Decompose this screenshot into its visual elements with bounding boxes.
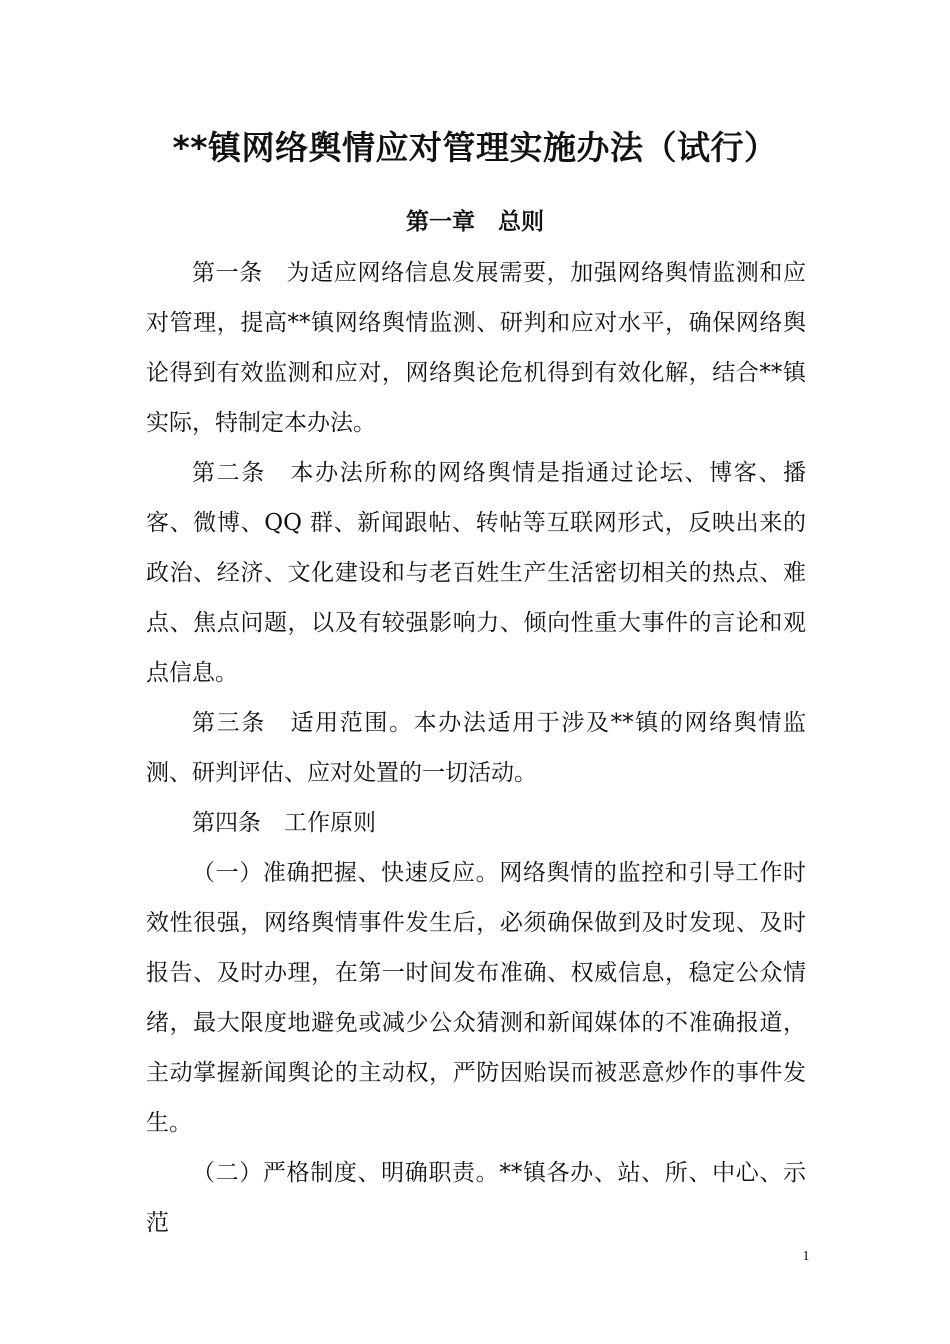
article-4-heading: 第四条 工作原则 xyxy=(192,810,376,836)
article-1-paragraph: 第一条 为适应网络信息发展需要，加强网络舆情监测和应对管理，提高**镇网络舆情监测、研判和应对水平，确保网络舆论得到有效监测和应对，网络舆论危机得到有效化解，结合**镇实际，特制定本办法。 xyxy=(146,260,806,436)
principle-2-paragraph: （二）严格制度、明确职责。**镇各办、站、所、中心、示范 xyxy=(146,1160,806,1236)
page-number: 1 xyxy=(802,1249,810,1264)
document-body xyxy=(146,248,806,1248)
principle-1-paragraph: （一）准确把握、快速反应。网络舆情的监控和引导工作时效性很强，网络舆情事件发生后，必须确保做到及时发现、及时报告、及时办理，在第一时间发布准确、权威信息，稳定公众情绪，最大限度地避免或减少公众猜测和新闻媒体的不准确报道，主动掌握新闻舆论的主动权，严防因贻误而被恶意炒作的事件发生。 xyxy=(146,860,806,1136)
article-2-paragraph: 第二条 本办法所称的网络舆情是指通过论坛、博客、播客、微博、QQ 群、新闻跟帖、转帖等互联网形式，反映出来的政治、经济、文化建设和与老百姓生产生活密切相关的热点、难点、焦点问题，以及有较强影响力、倾向性重大事件的言论和观点信息。 xyxy=(146,460,806,686)
article-3-paragraph: 第三条 适用范围。本办法适用于涉及**镇的网络舆情监测、研判评估、应对处置的一切活动。 xyxy=(146,710,806,786)
chapter-heading: 第一章 总则 xyxy=(406,209,544,235)
document-title: **镇网络舆情应对管理实施办法（试行） xyxy=(172,128,778,167)
